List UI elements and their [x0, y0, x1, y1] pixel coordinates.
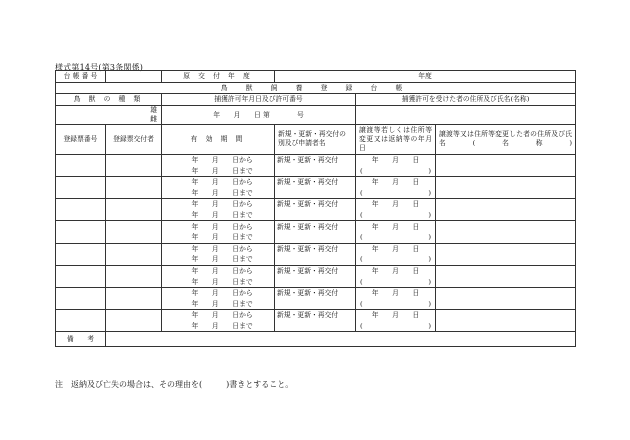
entry-issuer[interactable]	[106, 287, 162, 309]
entry-transfer-reason[interactable]	[356, 299, 436, 310]
paren-open: (	[360, 211, 363, 220]
entry-applicant-name[interactable]	[275, 165, 356, 176]
entry-transfer-reason[interactable]	[356, 210, 436, 221]
entry-reg-no[interactable]	[56, 243, 106, 265]
entry-validity-pad	[162, 276, 190, 287]
paren-close: )	[428, 255, 432, 264]
transfer-date-label: 譲渡等若しくは住所等変更又は返納等の年月日	[356, 124, 436, 154]
entry-valid-from[interactable]: 年 月 日から	[190, 154, 275, 165]
entry-applicant-name[interactable]	[275, 210, 356, 221]
entry-applicant-name[interactable]	[275, 254, 356, 265]
entry-issuer[interactable]	[106, 154, 162, 176]
entry-valid-to[interactable]: 年 月 日まで	[190, 321, 275, 332]
entry-validity-pad	[162, 243, 190, 254]
entry-reg-no[interactable]	[56, 287, 106, 309]
remarks-label: 備 考	[56, 332, 106, 347]
paren-open: (	[360, 277, 363, 286]
entry-issuer[interactable]	[106, 176, 162, 198]
entry-transfer-date[interactable]: 年 月 日	[356, 154, 436, 165]
ledger-title: 鳥 獣 飼 養 登 録 台 帳	[56, 82, 576, 94]
entry-reg-no[interactable]	[56, 221, 106, 243]
validity-label: 有 効 期 間	[162, 124, 275, 154]
entry-reg-no[interactable]	[56, 199, 106, 221]
entry-type-options[interactable]: 新規・更新・再交付	[275, 221, 356, 232]
entry-validity-pad	[162, 265, 190, 276]
entry-new-address[interactable]	[436, 310, 576, 332]
entry-type-options[interactable]: 新規・更新・再交付	[275, 199, 356, 210]
paren-open: (	[360, 321, 363, 330]
entry-validity-pad	[162, 232, 190, 243]
ledger-number-value[interactable]	[106, 71, 162, 83]
entry-valid-from[interactable]: 年 月 日から	[190, 310, 275, 321]
entry-applicant-name[interactable]	[275, 321, 356, 332]
entry-reg-no[interactable]	[56, 176, 106, 198]
entry-applicant-name[interactable]	[275, 299, 356, 310]
paren-close: )	[428, 233, 432, 242]
entry-new-address[interactable]	[436, 243, 576, 265]
entry-validity-pad	[162, 299, 190, 310]
entry-type-options[interactable]: 新規・更新・再交付	[275, 243, 356, 254]
paren-close: )	[428, 188, 432, 197]
permit-date-number[interactable]: 年 月 日 第 号	[162, 105, 356, 124]
year-suffix: 年度	[418, 72, 432, 81]
entry-new-address[interactable]	[436, 265, 576, 287]
entry-validity-pad	[162, 199, 190, 210]
entry-transfer-date[interactable]: 年 月 日	[356, 243, 436, 254]
entry-applicant-name[interactable]	[275, 188, 356, 199]
species-label: 鳥 獣 の 種 類	[56, 94, 162, 106]
entry-validity-pad	[162, 221, 190, 232]
paren-close: )	[428, 277, 432, 286]
entry-valid-from[interactable]: 年 月 日から	[190, 221, 275, 232]
permit-holder-value[interactable]	[356, 105, 576, 124]
entry-type-options[interactable]: 新規・更新・再交付	[275, 265, 356, 276]
entry-row	[56, 176, 576, 187]
entry-validity-pad	[162, 210, 190, 221]
entry-row	[56, 243, 576, 254]
entry-valid-to[interactable]: 年 月 日まで	[190, 299, 275, 310]
entry-transfer-reason[interactable]	[356, 254, 436, 265]
entry-new-address[interactable]	[436, 154, 576, 176]
paren-close: )	[428, 166, 432, 175]
entry-type-options[interactable]: 新規・更新・再交付	[275, 310, 356, 321]
female-label: 雌	[150, 114, 157, 123]
entry-valid-to[interactable]: 年 月 日まで	[190, 210, 275, 221]
remarks-value[interactable]	[106, 332, 576, 347]
entry-valid-to[interactable]: 年 月 日まで	[190, 188, 275, 199]
entry-type-options[interactable]: 新規・更新・再交付	[275, 176, 356, 187]
paren-close: )	[428, 321, 432, 330]
entry-validity-pad	[162, 176, 190, 187]
entry-issuer[interactable]	[106, 243, 162, 265]
paren-open: (	[360, 299, 363, 308]
type-applicant-label: 新規・更新・再交付の別及び申請者名	[275, 124, 356, 154]
entry-issuer[interactable]	[106, 265, 162, 287]
footer-note: 注 返納及び亡失の場合は、その理由を( )書きとすること。	[55, 380, 294, 389]
entry-new-address[interactable]	[436, 221, 576, 243]
entry-applicant-name[interactable]	[275, 232, 356, 243]
entry-new-address[interactable]	[436, 199, 576, 221]
entry-type-options[interactable]: 新規・更新・再交付	[275, 154, 356, 165]
entry-transfer-reason[interactable]	[356, 321, 436, 332]
entry-validity-pad	[162, 310, 190, 321]
entry-valid-to[interactable]: 年 月 日まで	[190, 254, 275, 265]
paren-open: (	[360, 255, 363, 264]
form-number: 様式第14号(第3条関係)	[55, 63, 144, 72]
entry-transfer-reason[interactable]	[356, 188, 436, 199]
entry-applicant-name[interactable]	[275, 276, 356, 287]
entry-new-address[interactable]	[436, 176, 576, 198]
entry-transfer-reason[interactable]	[356, 232, 436, 243]
entry-validity-pad	[162, 188, 190, 199]
entry-validity-pad	[162, 287, 190, 298]
entry-issuer[interactable]	[106, 199, 162, 221]
species-sex-cell[interactable]	[56, 105, 162, 124]
entry-valid-from[interactable]: 年 月 日から	[190, 265, 275, 276]
entry-issuer[interactable]	[106, 310, 162, 332]
entry-row	[56, 265, 576, 276]
entry-type-options[interactable]: 新規・更新・再交付	[275, 287, 356, 298]
permit-holder-label: 捕獲許可を受けた者の住所及び氏名(名称)	[356, 94, 576, 106]
entry-valid-from[interactable]: 年 月 日から	[190, 243, 275, 254]
entry-valid-to[interactable]: 年 月 日まで	[190, 276, 275, 287]
entry-reg-no[interactable]	[56, 310, 106, 332]
entry-transfer-date[interactable]: 年 月 日	[356, 287, 436, 298]
paren-open: (	[360, 166, 363, 175]
paren-open: (	[360, 233, 363, 242]
entry-transfer-date[interactable]: 年 月 日	[356, 176, 436, 187]
entry-row	[56, 310, 576, 321]
entry-row	[56, 221, 576, 232]
entry-valid-to[interactable]: 年 月 日まで	[190, 232, 275, 243]
entry-transfer-date[interactable]: 年 月 日	[356, 265, 436, 276]
capture-permit-label: 捕獲許可年月日及び許可番号	[162, 94, 356, 106]
original-grant-year-value[interactable]	[275, 71, 576, 83]
entry-validity-pad	[162, 154, 190, 165]
entry-row	[56, 154, 576, 165]
paren-close: )	[428, 299, 432, 308]
entry-transfer-date[interactable]: 年 月 日	[356, 199, 436, 210]
entry-validity-pad	[162, 321, 190, 332]
entry-row	[56, 287, 576, 298]
paren-open: (	[360, 188, 363, 197]
registration-ledger-table	[55, 70, 576, 347]
entry-transfer-date[interactable]: 年 月 日	[356, 221, 436, 232]
original-grant-year-label: 原 交 付 年 度	[162, 71, 275, 83]
entry-valid-from[interactable]: 年 月 日から	[190, 176, 275, 187]
entry-transfer-reason[interactable]	[356, 165, 436, 176]
new-address-label: 譲渡等又は住所等変更した者の住所及び氏名(名称)	[436, 124, 576, 154]
entry-validity-pad	[162, 165, 190, 176]
ledger-number-label: 台 帳 番 号	[56, 71, 106, 83]
reg-no-label: 登録票番号	[56, 124, 106, 154]
entry-valid-from[interactable]: 年 月 日から	[190, 199, 275, 210]
entry-valid-from[interactable]: 年 月 日から	[190, 287, 275, 298]
entry-transfer-date[interactable]: 年 月 日	[356, 310, 436, 321]
issuer-label: 登録票交付者	[106, 124, 162, 154]
entry-new-address[interactable]	[436, 287, 576, 309]
entry-valid-to[interactable]: 年 月 日まで	[190, 165, 275, 176]
entry-row	[56, 199, 576, 210]
entry-reg-no[interactable]	[56, 265, 106, 287]
male-label: 雄	[150, 105, 157, 114]
entry-transfer-reason[interactable]	[356, 276, 436, 287]
entry-reg-no[interactable]	[56, 154, 106, 176]
entry-validity-pad	[162, 254, 190, 265]
entry-issuer[interactable]	[106, 221, 162, 243]
paren-close: )	[428, 211, 432, 220]
